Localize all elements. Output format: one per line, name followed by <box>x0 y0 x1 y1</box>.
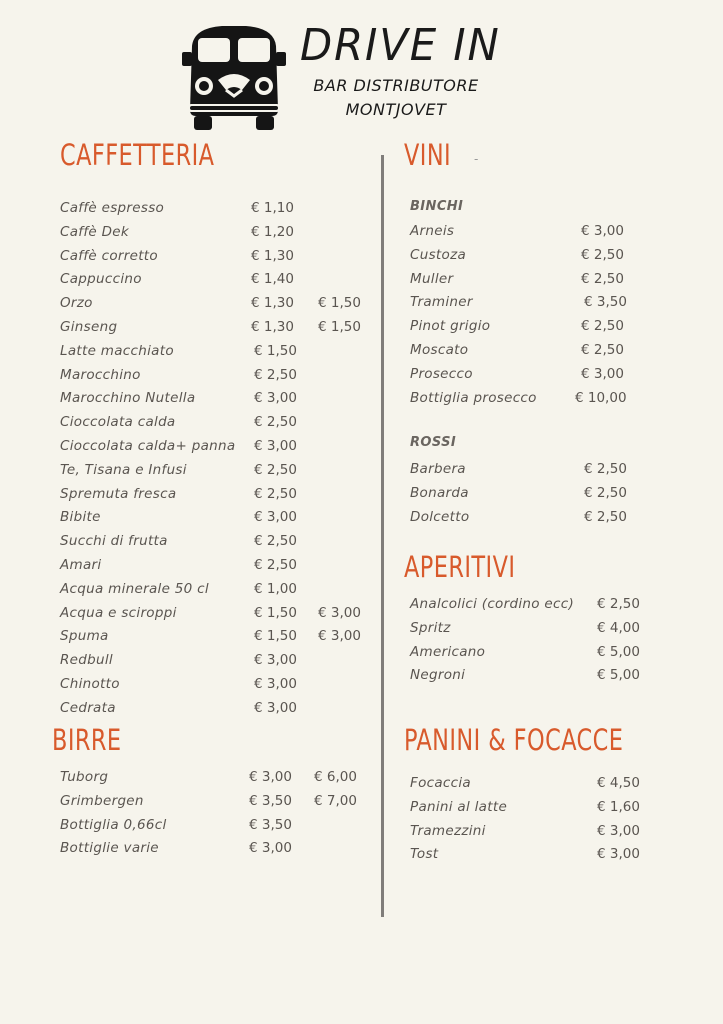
menu-item <box>410 774 680 798</box>
menu-item <box>60 247 370 271</box>
item-name: Bottiglie varie <box>60 840 159 857</box>
menu-item <box>60 270 370 294</box>
item-name: Bottiglia prosecco <box>410 389 537 406</box>
menu-item <box>60 199 370 223</box>
item-price: € 1,10 <box>251 200 294 216</box>
item-name: Moscato <box>410 341 469 358</box>
menu-item <box>60 604 370 628</box>
item-name: Spremuta fresca <box>60 485 177 502</box>
item-price-2: € 3,00 <box>318 604 361 621</box>
van-icon <box>182 24 286 130</box>
menu-item <box>410 317 670 341</box>
item-price: € 3,00 <box>254 652 297 669</box>
item-name: Orzo <box>60 295 93 312</box>
item-price: € 1,50 <box>254 628 297 645</box>
caffetteria-list <box>60 199 370 723</box>
item-name: Barbera <box>410 461 466 477</box>
item-price: € 2,50 <box>254 414 297 431</box>
menu-item <box>410 365 670 389</box>
menu-item <box>60 768 370 792</box>
item-price: € 3,00 <box>597 846 640 863</box>
item-price: € 4,00 <box>597 619 640 636</box>
brand-subtitle: BAR DISTRIBUTORE <box>313 76 479 95</box>
item-name: Acqua minerale 50 cl <box>60 580 209 597</box>
brand-location: MONTJOVET <box>345 100 447 119</box>
item-price: € 1,30 <box>251 247 294 264</box>
menu-item <box>410 845 680 869</box>
item-name: Cioccolata calda+ panna <box>60 437 236 454</box>
menu-item <box>410 484 670 508</box>
item-price: € 2,50 <box>584 508 627 525</box>
item-name: Spuma <box>60 628 109 645</box>
item-name: Bonarda <box>410 484 469 501</box>
item-name: Pinot grigio <box>410 318 491 335</box>
vini-bianchi-list <box>410 222 670 412</box>
menu-item <box>60 461 370 485</box>
item-price: € 1,30 <box>251 295 294 312</box>
brand-title: DRIVE IN <box>300 20 501 71</box>
item-name: Chinotto <box>60 675 120 692</box>
item-price: € 3,00 <box>249 840 292 857</box>
item-price: € 2,50 <box>581 341 624 358</box>
item-price: € 5,00 <box>597 667 640 684</box>
item-name: Tuborg <box>60 769 109 785</box>
menu-item <box>410 822 680 846</box>
item-price: € 3,00 <box>581 223 624 239</box>
menu-item <box>60 699 370 723</box>
item-price: € 3,00 <box>254 675 297 692</box>
item-price: € 2,50 <box>254 533 297 550</box>
item-price: € 2,50 <box>254 461 297 478</box>
item-name: Latte macchiato <box>60 342 174 359</box>
item-name: Spritz <box>410 619 451 636</box>
column-divider <box>381 155 384 917</box>
item-price: € 4,50 <box>597 775 640 791</box>
menu-item <box>410 389 670 413</box>
item-price: € 2,50 <box>254 485 297 502</box>
item-price: € 10,00 <box>575 389 627 406</box>
section-title-birre: BIRRE <box>52 723 122 757</box>
menu-item <box>60 556 370 580</box>
item-name: Marocchino Nutella <box>60 390 196 407</box>
item-price: € 2,50 <box>254 556 297 573</box>
menu-item <box>60 485 370 509</box>
vini-rossi-list <box>410 460 670 531</box>
item-price: € 2,50 <box>581 270 624 287</box>
menu-item <box>410 222 670 246</box>
menu-item <box>60 508 370 532</box>
menu-item <box>60 580 370 604</box>
menu-item <box>60 318 370 342</box>
menu-item <box>410 508 670 532</box>
menu-item <box>60 627 370 651</box>
item-price: € 1,50 <box>254 342 297 359</box>
item-price: € 1,20 <box>251 223 294 240</box>
item-name: Acqua e sciroppi <box>60 604 177 621</box>
item-name: Marocchino <box>60 366 141 383</box>
menu-item <box>410 798 680 822</box>
item-price: € 3,50 <box>249 792 292 809</box>
item-name: Succhi di frutta <box>60 533 168 550</box>
menu-item <box>410 246 670 270</box>
item-name: Caffè corretto <box>60 247 158 264</box>
item-name: Traminer <box>410 294 473 311</box>
item-price-2: € 1,50 <box>318 318 361 335</box>
menu-item <box>60 294 370 318</box>
menu-item <box>410 341 670 365</box>
item-name: Bibite <box>60 509 101 526</box>
item-name: Caffè Dek <box>60 223 130 240</box>
section-title-vini: VINI <box>404 138 452 172</box>
item-name: Negroni <box>410 667 466 684</box>
menu-item <box>410 643 680 667</box>
item-name: Cioccolata calda <box>60 414 176 431</box>
menu-item <box>410 293 670 317</box>
item-name: Bottiglia 0,66cl <box>60 816 167 833</box>
item-price: € 3,00 <box>254 699 297 716</box>
item-name: Focaccia <box>410 775 471 791</box>
birre-list <box>60 768 370 863</box>
item-price: € 2,50 <box>584 461 627 477</box>
item-price-2: € 6,00 <box>314 769 357 785</box>
item-name: Dolcetto <box>410 508 470 525</box>
item-name: Arneis <box>410 223 455 239</box>
item-price-2: € 3,00 <box>318 628 361 645</box>
item-name: Amari <box>60 556 102 573</box>
item-name: Tost <box>410 846 439 863</box>
item-price-2: € 7,00 <box>314 792 357 809</box>
menu-item <box>60 342 370 366</box>
menu-item <box>60 437 370 461</box>
item-price: € 2,50 <box>584 484 627 501</box>
stray-dash: - <box>474 152 479 166</box>
item-name: Custoza <box>410 246 467 263</box>
section-title-aperitivi: APERITIVI <box>404 550 516 584</box>
item-price: € 1,30 <box>251 318 294 335</box>
item-name: Prosecco <box>410 365 473 382</box>
item-name: Grimbergen <box>60 792 144 809</box>
item-price: € 3,00 <box>581 365 624 382</box>
item-price: € 3,50 <box>584 294 627 311</box>
menu-item <box>410 460 670 484</box>
item-name: Tramezzini <box>410 822 486 839</box>
item-name: Panini al latte <box>410 798 508 815</box>
item-price: € 3,00 <box>254 437 297 454</box>
menu-item <box>60 366 370 390</box>
item-name: Ginseng <box>60 318 118 335</box>
menu-item <box>60 413 370 437</box>
item-price: € 3,00 <box>254 509 297 526</box>
menu-item <box>410 595 680 619</box>
item-name: Caffè espresso <box>60 200 165 216</box>
item-price: € 2,50 <box>581 318 624 335</box>
menu-item <box>60 651 370 675</box>
menu-item <box>60 816 370 840</box>
menu-item <box>60 675 370 699</box>
item-name: Americano <box>410 643 486 660</box>
aperitivi-list <box>410 595 680 690</box>
item-name: Muller <box>410 270 454 287</box>
vini-bianchi-label: BINCHI <box>410 199 464 214</box>
item-name: Te, Tisana e Infusi <box>60 461 187 478</box>
item-price: € 1,40 <box>251 271 294 288</box>
menu-item <box>60 389 370 413</box>
item-name: Analcolici (cordino ecc) <box>410 596 575 612</box>
panini-list <box>410 774 680 869</box>
item-name: Redbull <box>60 652 113 669</box>
item-price: € 5,00 <box>597 643 640 660</box>
item-price: € 1,00 <box>254 580 297 597</box>
menu-item <box>60 792 370 816</box>
item-price: € 3,00 <box>249 769 292 785</box>
item-name: Cedrata <box>60 699 116 716</box>
menu-item <box>410 619 680 643</box>
vini-rossi-label: ROSSI <box>410 435 457 450</box>
item-price: € 1,60 <box>597 798 640 815</box>
section-title-panini: PANINI & FOCACCE <box>404 723 624 757</box>
menu-item <box>60 532 370 556</box>
item-price: € 2,50 <box>581 246 624 263</box>
item-price: € 3,50 <box>249 816 292 833</box>
menu-item <box>60 223 370 247</box>
item-price-2: € 1,50 <box>318 295 361 312</box>
item-price: € 3,00 <box>254 390 297 407</box>
item-name: Cappuccino <box>60 271 142 288</box>
menu-item <box>410 270 670 294</box>
item-price: € 2,50 <box>597 596 640 612</box>
menu-item <box>60 839 370 863</box>
item-price: € 1,50 <box>254 604 297 621</box>
item-price: € 2,50 <box>254 366 297 383</box>
menu-item <box>410 666 680 690</box>
item-price: € 3,00 <box>597 822 640 839</box>
section-title-caffetteria: CAFFETTERIA <box>60 138 215 172</box>
